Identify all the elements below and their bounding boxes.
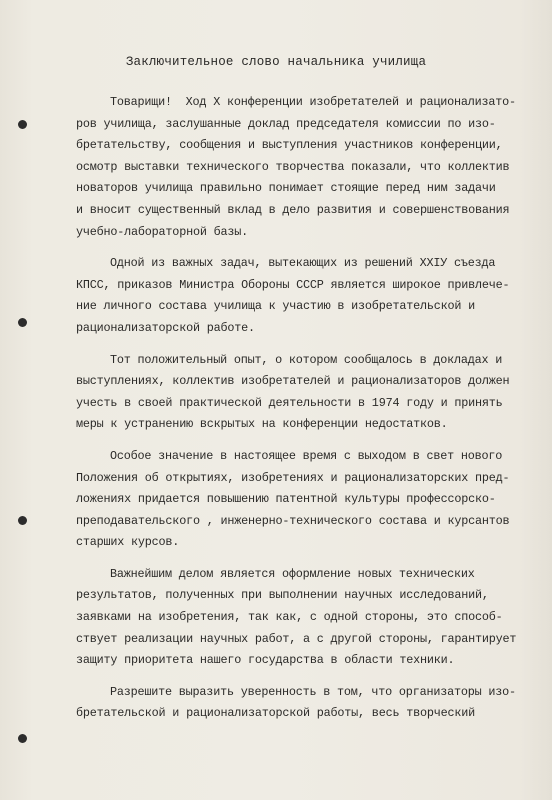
punch-hole-icon [18,734,27,743]
text-line: меры к устранению вскрытых на конференции недостатков. [76,417,448,432]
text-line: Положения об открытиях, изобретениях и рационализаторских пред- [76,470,510,485]
text-line: бретательской и рационализаторской работы, весь творческий [76,706,475,721]
text-line: учебно-лабораторной базы. [76,224,248,239]
paragraph [76,564,540,672]
text-line: выступлениях, коллектив изобретателей и рационализаторов должен [76,374,510,389]
text-line: и вносит существенный вклад в дело развития и совершенствования [76,202,510,217]
text-line: Особое значение в настоящее время с выходом в свет нового [110,448,503,463]
text-line: ние личного состава училища к участию в изобретательской и [76,299,475,314]
text-line: ложениях придается повышению патентной культуры профессорско- [76,492,496,507]
text-line: ствует реализации научных работ, а с другой стороны, гарантирует [76,631,517,646]
paragraph [76,350,540,436]
punch-hole-icon [18,120,27,129]
punch-hole-icon [18,516,27,525]
text-line: КПСС, приказов Министра Обороны СССР является широкое привлече- [76,277,510,292]
text-line: осмотр выставки технического творчества показали, что коллектив [76,159,510,174]
text-line: Разрешите выразить уверенность в том, что организаторы изо- [110,684,516,699]
text-line: заявками на изобретения, так как, с одной стороны, это способ- [76,610,503,625]
text-line: защиту приоритета нашего государства в области техники. [76,653,455,668]
text-line: Тот положительный опыт, о котором сообщалось в докладах и [110,352,503,367]
document-title: Заключительное слово начальника училища [125,55,427,69]
text-line: бретательству, сообщения и выступления участников конференции, [76,138,503,153]
text-line: ров училища, заслушанные доклад председателя комиссии по изо- [76,116,496,131]
text-line: результатов, полученных при выполнении научных исследований, [76,588,489,603]
paragraph [76,92,540,243]
text-line: Важнейшим делом является оформление новых технических [110,566,475,581]
punch-hole-icon [18,318,27,327]
text-line: Одной из важных задач, вытекающих из решений XXIУ съезда [110,256,496,271]
paragraph [76,446,540,554]
text-line: старших курсов. [76,535,180,550]
text-line: рационализаторской работе. [76,320,255,335]
paragraph [76,682,540,725]
paragraph [76,253,540,339]
document-body [76,92,540,725]
text-line: учесть в своей практической деятельности в 1974 году и принять [76,395,503,410]
text-line: новаторов училища правильно понимает стоящие перед ним задачи [76,181,496,196]
text-line: Товарищи! Ход Х конференции изобретателей и рационализато- [110,95,516,109]
text-line: преподавательского , инженерно-технического состава и курсантов [76,513,510,528]
